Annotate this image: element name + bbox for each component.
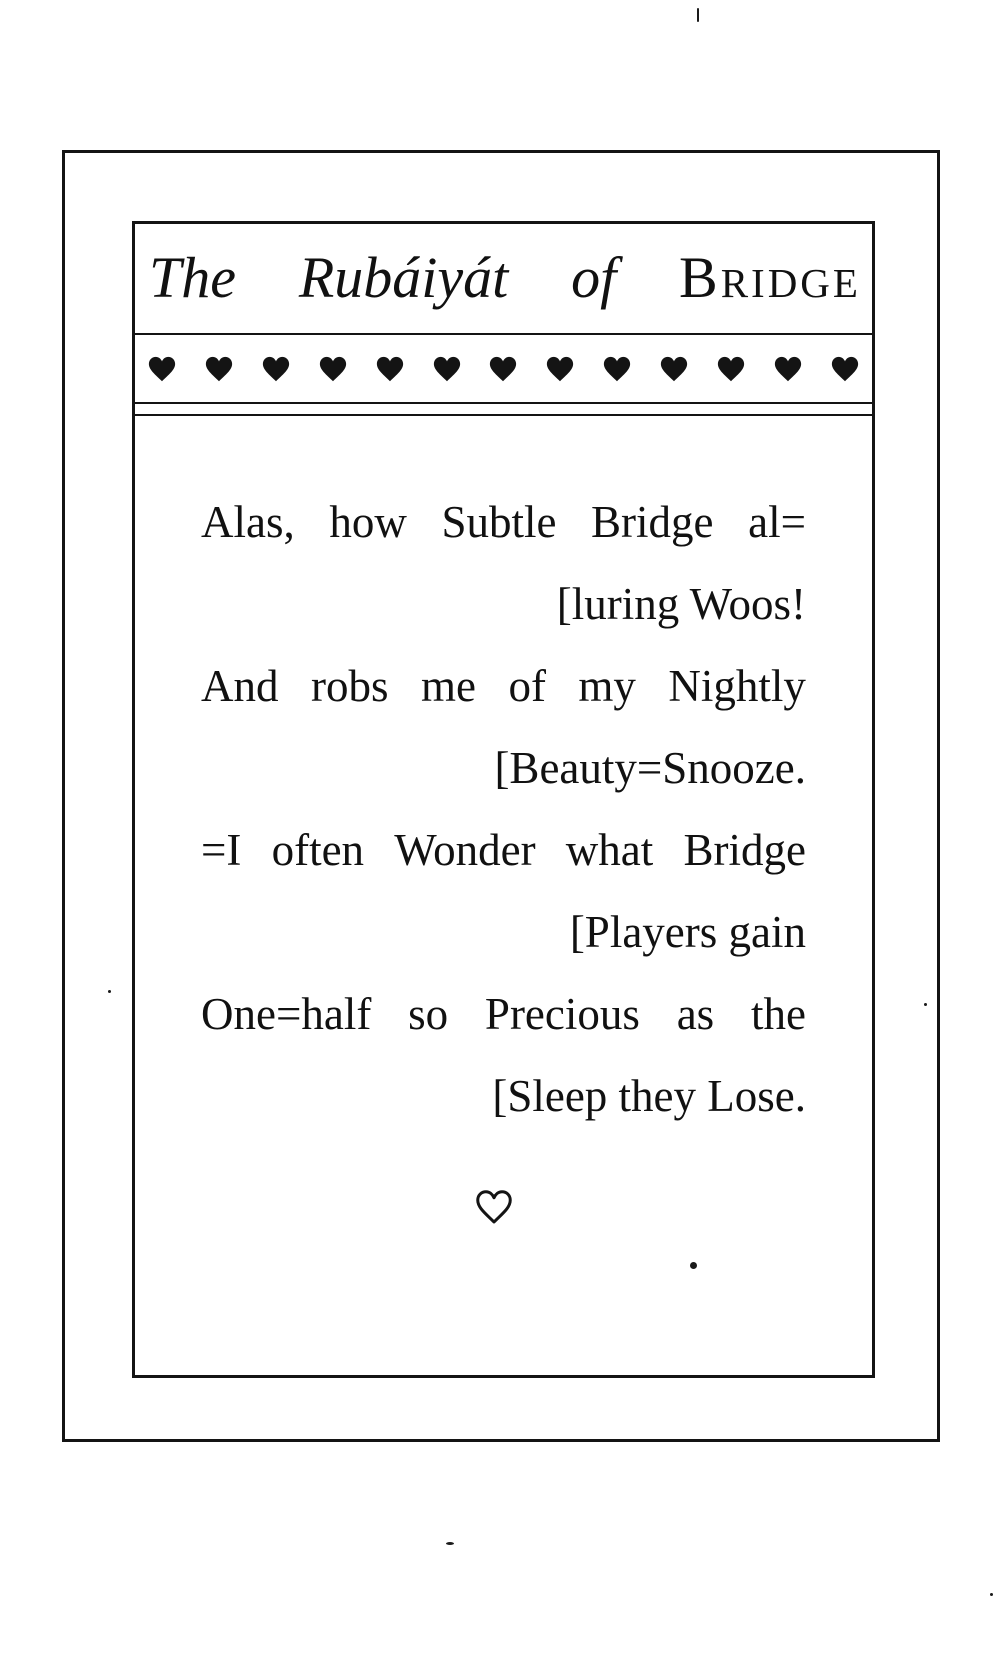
verse-word: Subtle (441, 497, 557, 547)
title-band (135, 224, 872, 335)
title-word-bridge: Bridge (679, 245, 861, 310)
scan-speck (690, 1262, 697, 1269)
verse-word: as (676, 989, 715, 1039)
outline-heart-icon (474, 1187, 514, 1227)
verse-word: =I (201, 825, 242, 875)
filled-heart-icon (773, 354, 803, 384)
verse-word: how (329, 497, 407, 547)
filled-heart-icon (318, 354, 348, 384)
title-word-rubaiyat: Rubáiyát (298, 245, 509, 310)
verse-word: robs (310, 661, 389, 711)
verse-word: Alas, (201, 497, 295, 547)
inner-border-frame (132, 221, 875, 1378)
verse-word: my (578, 661, 636, 711)
verse-word: of (508, 661, 546, 711)
verse-word: Bridge (591, 497, 714, 547)
filled-heart-icon (659, 354, 689, 384)
filled-heart-icon (375, 354, 405, 384)
filled-heart-icon (545, 354, 575, 384)
filled-heart-icon (488, 354, 518, 384)
verse-word: Nightly (668, 661, 806, 711)
verse-word: Wonder (394, 825, 536, 875)
verse-word: Bridge (683, 825, 806, 875)
verse-line (201, 973, 806, 1055)
scan-speck (446, 1542, 454, 1545)
verse-line (201, 481, 806, 563)
filled-heart-icon (261, 354, 291, 384)
verse-line (201, 645, 806, 727)
filled-heart-icon (432, 354, 462, 384)
verse-line: [Beauty=Snooze. (494, 743, 806, 793)
verse-stanza (201, 481, 806, 1137)
scan-speck (990, 1593, 993, 1596)
page-title (149, 238, 861, 318)
scan-speck (697, 8, 699, 22)
verse-line: [Sleep they Lose. (492, 1071, 806, 1121)
filled-heart-icon (204, 354, 234, 384)
verse-word: al= (748, 497, 806, 547)
heart-ornament-row (135, 335, 872, 402)
verse-word: And (201, 661, 279, 711)
verse-word: Precious (484, 989, 640, 1039)
verse-word: so (408, 989, 449, 1039)
filled-heart-icon (830, 354, 860, 384)
filled-heart-icon (147, 354, 177, 384)
title-word-of: of (571, 245, 617, 310)
verse-line: [luring Woos! (556, 579, 806, 629)
scan-speck (924, 1003, 927, 1006)
verse-line (201, 809, 806, 891)
filled-heart-icon (602, 354, 632, 384)
filled-heart-icon (716, 354, 746, 384)
verse-word: the (751, 989, 806, 1039)
double-rule-divider (135, 402, 872, 416)
verse-word: One=half (201, 989, 372, 1039)
verse-word: often (271, 825, 365, 875)
verse-line: [Players gain (569, 907, 806, 957)
verse-word: what (565, 825, 654, 875)
verse-word: me (420, 661, 476, 711)
scan-speck (108, 990, 111, 993)
title-word-the: The (149, 245, 236, 310)
